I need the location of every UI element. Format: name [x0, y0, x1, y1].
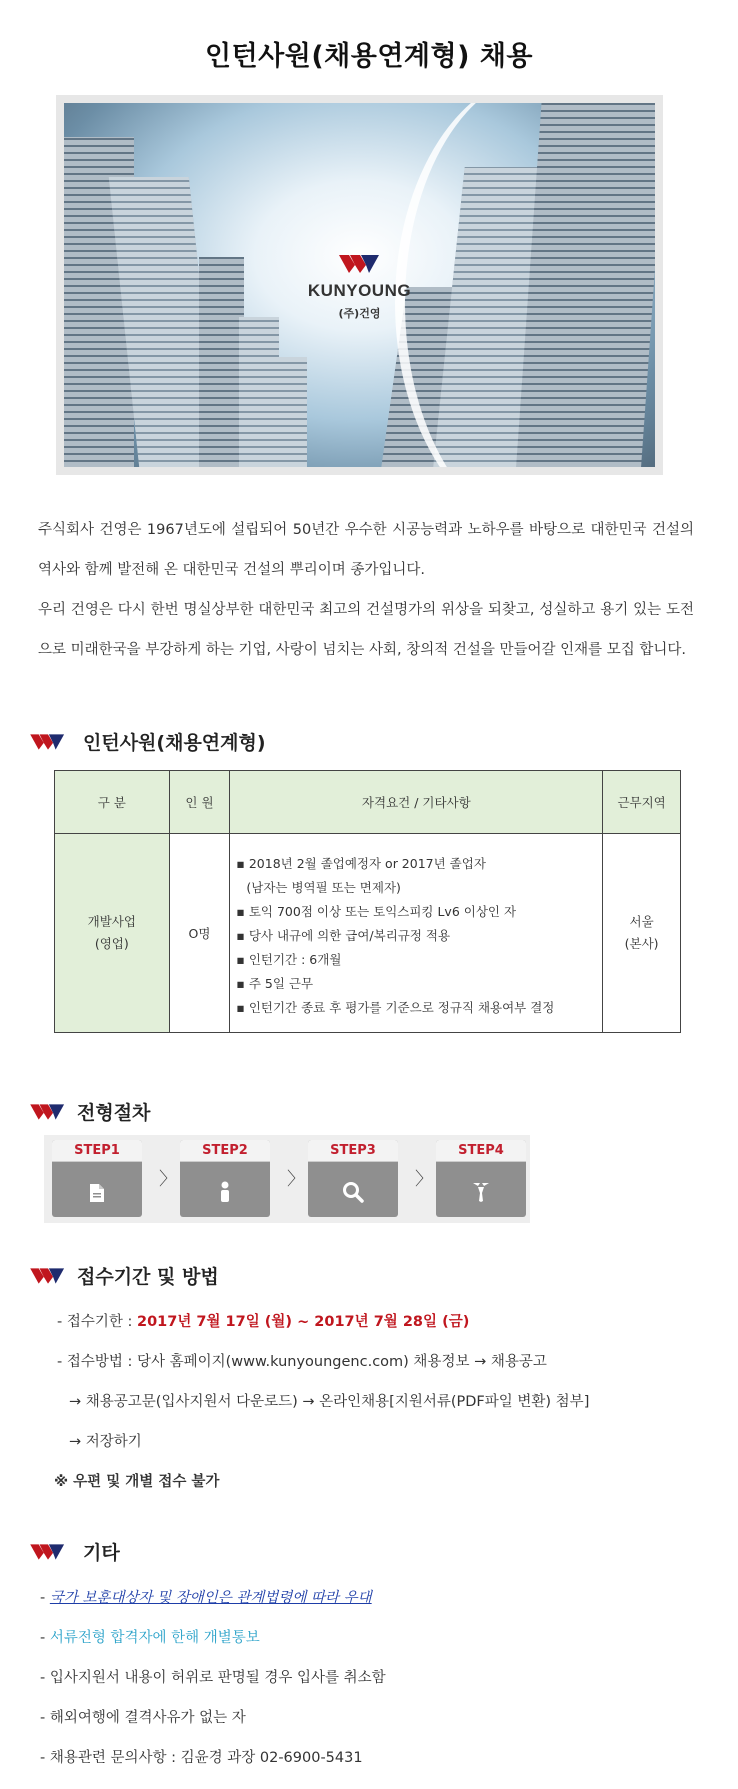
- step-arrow: 〉: [287, 1169, 305, 1190]
- step-label: STEP3: [308, 1140, 398, 1162]
- requirement-item: ▪ 토익 700점 이상 또는 토익스피킹 Lv6 이상인 자: [236, 904, 517, 919]
- kunyoung-logo-mark-icon: [27, 1101, 69, 1123]
- step-card: [436, 1140, 526, 1217]
- intro-paragraph-2: 우리 건영은 다시 한번 명실상부한 대한민국 최고의 건설명가의 위상을 되찾고, 성실하고 용기 있는 도전으로 미래한국을 부강하게 하는 기업, 사랑이 넘치는 사회, 창의적 건설을 만들어갈 인재를 모집 합니다.: [38, 602, 694, 658]
- list-item-text: 해외여행에 결격사유가 없는 자: [49, 1710, 246, 1726]
- list-item-text: 서류전형 합격자에 한해 개별통보: [49, 1630, 260, 1646]
- section-recruit-title: 인턴사원(채용연계형): [83, 732, 266, 754]
- location-cell: [603, 834, 681, 1033]
- list-dash: -: [40, 1710, 50, 1726]
- recruit-table: [54, 770, 681, 1033]
- list-item-text: 입사지원서 내용이 허위로 판명될 경우 입사를 취소함: [49, 1670, 386, 1686]
- notice-text: ※ 우편 및 개별 접수 불가: [54, 1474, 220, 1490]
- requirement-item: ▪ 2018년 2월 졸업예정자 or 2017년 졸업자: [236, 856, 486, 871]
- table-header: 인 원: [169, 771, 230, 834]
- document-icon: [89, 1183, 105, 1203]
- step-label: STEP1: [52, 1140, 142, 1162]
- method-line: - 접수방법 : 당사 홈페이지(www.kunyoungenc.com) 채용정보 → 채용공고: [57, 1354, 547, 1370]
- table-row: [55, 834, 681, 1033]
- step-arrow: 〉: [159, 1169, 177, 1190]
- step-card: [180, 1140, 270, 1217]
- headcount-cell: O명: [169, 834, 230, 1033]
- division-line: (영업): [94, 936, 129, 951]
- section-apply-heading: [27, 1262, 219, 1289]
- magnifier-icon: [342, 1181, 364, 1203]
- step-card: [308, 1140, 398, 1217]
- section-apply-title: 접수기간 및 방법: [77, 1266, 219, 1288]
- kunyoung-logo-mark-icon: [339, 251, 381, 277]
- list-dash: -: [40, 1630, 50, 1646]
- division-cell: [55, 834, 170, 1033]
- location-line: (본사): [624, 936, 659, 951]
- kunyoung-logo-mark-icon: [27, 731, 69, 753]
- section-recruit-heading: [27, 728, 266, 755]
- table-header: 근무지역: [603, 771, 681, 834]
- hero-photo: [64, 103, 655, 467]
- method-line: → 채용공고문(입사지원서 다운로드) → 온라인채용[지원서류(PDF파일 변환) 첨부]: [69, 1394, 590, 1410]
- deadline-value: 2017년 7월 17일 (월) ~ 2017년 7월 28일 (금): [136, 1314, 470, 1330]
- logo-sub: (주)건영: [338, 307, 381, 320]
- method-line: → 저장하기: [69, 1434, 142, 1450]
- kunyoung-logo: [290, 251, 430, 321]
- list-item: [40, 1658, 386, 1698]
- logo-name: KUNYOUNG: [307, 281, 412, 300]
- handshake-icon: [471, 1181, 491, 1203]
- requirement-item: ▪ 주 5일 근무: [236, 976, 314, 991]
- deadline-row: [57, 1302, 589, 1342]
- person-icon: [218, 1181, 232, 1203]
- step-card: [52, 1140, 142, 1217]
- process-steps: [44, 1135, 530, 1223]
- apply-info: [54, 1302, 590, 1502]
- list-dash: -: [40, 1670, 50, 1686]
- requirement-item: ▪ 인턴기간 : 6개월: [236, 952, 342, 967]
- section-process-title: 전형절차: [77, 1102, 151, 1124]
- list-dash: -: [40, 1750, 50, 1766]
- page-title: 인턴사원(채용연계형) 채용: [205, 41, 533, 72]
- kunyoung-logo-mark-icon: [27, 1541, 69, 1563]
- requirement-item: (남자는 병역필 또는 면제자): [246, 880, 401, 895]
- list-item: [40, 1618, 386, 1658]
- list-item: [40, 1698, 386, 1738]
- intro-text: [38, 510, 694, 670]
- list-item-text: 채용관련 문의사항 : 김윤경 과장 02-6900-5431: [49, 1750, 363, 1766]
- step-label: STEP4: [436, 1140, 526, 1162]
- table-header: 구 분: [55, 771, 170, 834]
- requirements-cell: [230, 834, 603, 1033]
- division-line: 개발사업: [87, 914, 136, 929]
- table-header-row: [55, 771, 681, 834]
- list-item: [40, 1738, 386, 1778]
- list-item: [40, 1578, 386, 1618]
- requirement-item: ▪ 인턴기간 종료 후 평가를 기준으로 정규직 채용여부 결정: [236, 1000, 555, 1015]
- deadline-label: - 접수기한 :: [57, 1314, 137, 1330]
- step-label: STEP2: [180, 1140, 270, 1162]
- section-process-heading: [27, 1098, 150, 1125]
- intro-paragraph-1: 주식회사 건영은 1967년도에 설립되어 50년간 우수한 시공능력과 노하우를 바탕으로 대한민국 건설의 역사와 함께 발전해 온 대한민국 건설의 뿌리이며 종가입니다.: [38, 522, 694, 578]
- location-line: 서울: [629, 914, 654, 929]
- table-header: 자격요건 / 기타사항: [230, 771, 603, 834]
- section-etc-title: 기타: [83, 1542, 120, 1564]
- step-arrow: 〉: [415, 1169, 433, 1190]
- list-dash: -: [40, 1590, 50, 1606]
- hero-image: [56, 95, 663, 475]
- section-etc-heading: [27, 1538, 120, 1565]
- veterans-preference-link[interactable]: 국가 보훈대상자 및 장애인은 관계법령에 따라 우대: [49, 1590, 372, 1606]
- etc-list: [40, 1578, 386, 1778]
- kunyoung-logo-mark-icon: [27, 1265, 69, 1287]
- requirement-item: ▪ 당사 내규에 의한 급여/복리규정 적용: [236, 928, 451, 943]
